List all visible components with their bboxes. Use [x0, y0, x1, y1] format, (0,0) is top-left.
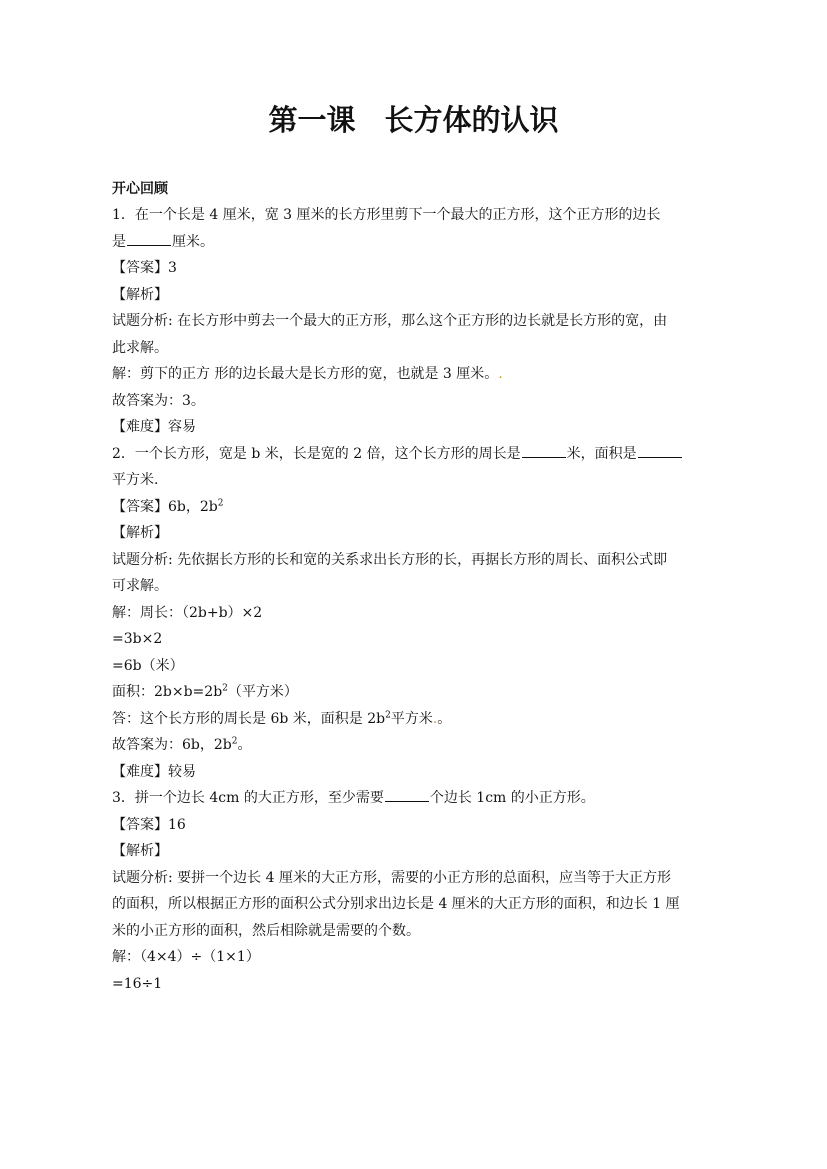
q2-area-exponent: 2: [222, 683, 228, 694]
q2-stem-pre: 2．一个长方形，宽是 b 米，长是宽的 2 倍，这个长方形的周长是: [112, 445, 521, 462]
q2-reply-mark: .: [432, 710, 438, 727]
q3-analysis-line-3: 米的小正方形的面积，然后相除就是需要的个数。: [112, 922, 420, 939]
q2-area-pre: 面积：2b×b=2b: [112, 684, 223, 700]
q1-final: 故答案为：3。: [112, 392, 205, 409]
q2-stem-line-1: [112, 441, 706, 468]
q3-step-1: 解：（4×4）÷（1×1）: [112, 949, 260, 965]
q2-analysis-line-2: 可求解。: [112, 578, 168, 594]
q3-stem-post: 个边长 1cm 的小正方形。: [429, 790, 595, 806]
q2-step-2: =3b×2: [112, 631, 163, 647]
q2-final-pre: 故答案为：6b，2b: [112, 737, 232, 753]
q2-reply-exponent: 2: [385, 709, 391, 720]
page-title: 第一课 长方体的认识: [268, 103, 559, 137]
q1-answer-blank: [127, 231, 171, 246]
q2-final-post: 。: [237, 737, 252, 753]
q1-solution-text: 解：剪下的正方 形的边长最大是长方形的宽，也就是 3 厘米。: [112, 366, 499, 382]
document-content: [112, 176, 706, 997]
q2-reply-end: 。: [437, 710, 452, 727]
q1-analysis-line-2: 此求解。: [112, 339, 168, 356]
q3-answer: [112, 812, 706, 839]
q1-difficulty-value: 容易: [168, 419, 196, 435]
q2-analysis-line-1: 试题分析: 先依据长方形的长和宽的关系求出长方形的长，再据长方形的周长、面积公式即: [112, 551, 668, 568]
q1-answer-value: 3: [168, 260, 177, 276]
q2-answer-value: 6b，2b: [168, 498, 218, 515]
q1-stem-line-2: [112, 229, 706, 256]
q2-area: [112, 679, 706, 706]
q1-solution-mark: .: [498, 366, 503, 382]
q1-difficulty: [112, 414, 706, 441]
q3-analysis-tag: 【解析】: [112, 843, 168, 859]
difficulty-tag: 【难度】: [112, 419, 168, 435]
q2-answer-exponent: 2: [217, 497, 224, 508]
q2-reply-pre: 答：这个长方形的周长是 6b 米，面积是 2b: [112, 710, 386, 727]
q3-answer-blank: [385, 787, 429, 802]
q1-analysis-line-1: 试题分析: 在长方形中剪去一个最大的正方形，那么这个正方形的边长就是长方形的宽，由: [112, 313, 668, 329]
section-heading: 开心回顾: [112, 181, 168, 197]
q2-stem-line-2: 平方米.: [112, 472, 159, 488]
q3-step-2: =16÷1: [112, 975, 163, 992]
answer-tag: 【答案】: [112, 498, 168, 515]
q3-stem: [112, 785, 706, 812]
difficulty-tag: 【难度】: [112, 763, 168, 780]
q2-perimeter-blank: [522, 443, 566, 458]
q2-difficulty: [112, 759, 706, 786]
q1-answer: [112, 255, 706, 282]
q1-solution: [112, 361, 706, 388]
q1-stem-post: 厘米。: [172, 233, 214, 250]
q2-reply-post: 平方米: [390, 710, 433, 727]
q2-answer: [112, 494, 706, 521]
q1-analysis-tag: 【解析】: [112, 286, 168, 303]
q2-step-3: =6b（米）: [112, 657, 184, 674]
q3-analysis-line-1: 试题分析: 要拼一个边长 4 厘米的大正方形，需要的小正方形的总面积，应当等于大正方形: [112, 869, 671, 886]
q3-analysis-line-2: 的面积，所以根据正方形的面积公式分别求出边长是 4 厘米的大正方形的面积，和边长 1 厘: [112, 896, 680, 912]
answer-tag: 【答案】: [112, 816, 168, 833]
q2-stem-mid: 米，面积是: [566, 445, 637, 462]
q3-stem-pre: 3．拼一个边长 4cm 的大正方形，至少需要: [112, 790, 384, 806]
q2-analysis-tag: 【解析】: [112, 525, 168, 541]
q2-area-blank: [638, 443, 682, 458]
q2-final-exponent: 2: [231, 736, 238, 747]
q2-reply: [112, 706, 706, 733]
q1-stem-pre: 是: [112, 233, 126, 250]
q2-area-post: （平方米）: [227, 684, 298, 700]
q3-answer-value: 16: [168, 816, 186, 833]
answer-tag: 【答案】: [112, 260, 168, 276]
q2-final: [112, 732, 706, 759]
q1-stem-line-1: 1．在一个长是 4 厘米，宽 3 厘米的长方形里剪下一个最大的正方形，这个正方形的边长: [112, 207, 661, 223]
q2-step-1: 解：周长：（2b+b）×2: [112, 604, 263, 621]
q2-difficulty-value: 较易: [168, 763, 196, 780]
